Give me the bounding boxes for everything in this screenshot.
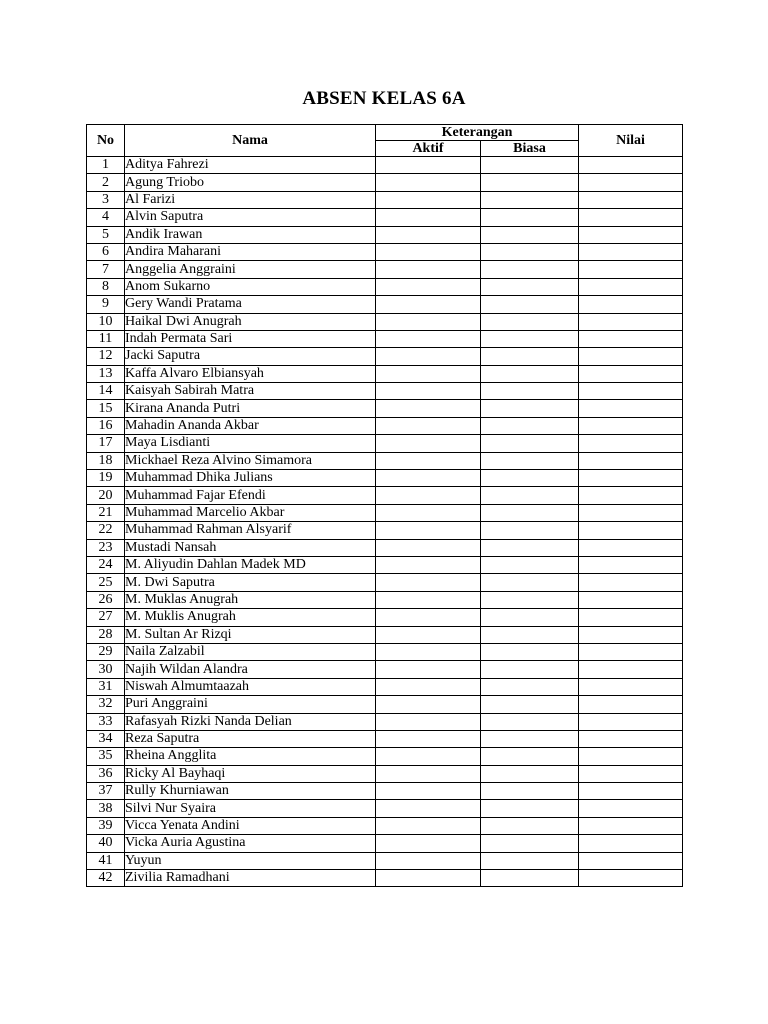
aktif-cell [376, 696, 481, 713]
student-name: Rafasyah Rizki Nanda Delian [125, 713, 376, 730]
biasa-cell [481, 678, 579, 695]
row-number: 42 [87, 870, 125, 887]
table-row [87, 678, 683, 695]
attendance-table [86, 124, 683, 887]
nilai-cell [579, 626, 683, 643]
row-number: 37 [87, 783, 125, 800]
row-number: 16 [87, 417, 125, 434]
nilai-cell [579, 696, 683, 713]
nilai-cell [579, 278, 683, 295]
header-no: No [87, 125, 125, 157]
biasa-cell [481, 765, 579, 782]
biasa-cell [481, 661, 579, 678]
row-number: 21 [87, 504, 125, 521]
student-name: Gery Wandi Pratama [125, 296, 376, 313]
table-row [87, 191, 683, 208]
biasa-cell [481, 209, 579, 226]
biasa-cell [481, 435, 579, 452]
nilai-cell [579, 748, 683, 765]
table-row [87, 574, 683, 591]
student-name: Kaffa Alvaro Elbiansyah [125, 365, 376, 382]
nilai-cell [579, 730, 683, 747]
biasa-cell [481, 870, 579, 887]
aktif-cell [376, 504, 481, 521]
aktif-cell [376, 609, 481, 626]
biasa-cell [481, 643, 579, 660]
biasa-cell [481, 713, 579, 730]
biasa-cell [481, 556, 579, 573]
row-number: 40 [87, 835, 125, 852]
biasa-cell [481, 504, 579, 521]
aktif-cell [376, 783, 481, 800]
biasa-cell [481, 487, 579, 504]
row-number: 9 [87, 296, 125, 313]
row-number: 1 [87, 157, 125, 174]
student-name: Muhammad Fajar Efendi [125, 487, 376, 504]
header-keterangan: Keterangan [376, 125, 579, 141]
nilai-cell [579, 539, 683, 556]
student-name: Yuyun [125, 852, 376, 869]
table-row [87, 504, 683, 521]
student-name: M. Muklis Anugrah [125, 609, 376, 626]
student-name: Vicca Yenata Andini [125, 817, 376, 834]
biasa-cell [481, 730, 579, 747]
table-row [87, 278, 683, 295]
aktif-cell [376, 748, 481, 765]
row-number: 3 [87, 191, 125, 208]
aktif-cell [376, 278, 481, 295]
aktif-cell [376, 313, 481, 330]
row-number: 13 [87, 365, 125, 382]
student-name: Naila Zalzabil [125, 643, 376, 660]
table-row [87, 591, 683, 608]
row-number: 19 [87, 470, 125, 487]
row-number: 34 [87, 730, 125, 747]
aktif-cell [376, 209, 481, 226]
student-name: Puri Anggraini [125, 696, 376, 713]
page-title: ABSEN KELAS 6A [302, 88, 466, 109]
aktif-cell [376, 470, 481, 487]
table-row [87, 783, 683, 800]
biasa-cell [481, 417, 579, 434]
row-number: 32 [87, 696, 125, 713]
nilai-cell [579, 661, 683, 678]
table-row [87, 243, 683, 260]
table-row [87, 852, 683, 869]
student-name: M. Dwi Saputra [125, 574, 376, 591]
aktif-cell [376, 643, 481, 660]
row-number: 38 [87, 800, 125, 817]
biasa-cell [481, 365, 579, 382]
row-number: 12 [87, 348, 125, 365]
nilai-cell [579, 783, 683, 800]
nilai-cell [579, 470, 683, 487]
student-name: Zivilia Ramadhani [125, 870, 376, 887]
student-name: Agung Triobo [125, 174, 376, 191]
biasa-cell [481, 835, 579, 852]
biasa-cell [481, 609, 579, 626]
student-name: Mahadin Ananda Akbar [125, 417, 376, 434]
table-row [87, 765, 683, 782]
student-name: Kirana Ananda Putri [125, 400, 376, 417]
student-name: M. Muklas Anugrah [125, 591, 376, 608]
nilai-cell [579, 313, 683, 330]
nilai-cell [579, 435, 683, 452]
student-name: Mustadi Nansah [125, 539, 376, 556]
aktif-cell [376, 383, 481, 400]
biasa-cell [481, 783, 579, 800]
row-number: 29 [87, 643, 125, 660]
table-row [87, 400, 683, 417]
row-number: 11 [87, 330, 125, 347]
aktif-cell [376, 817, 481, 834]
table-row [87, 522, 683, 539]
row-number: 4 [87, 209, 125, 226]
table-row [87, 800, 683, 817]
row-number: 41 [87, 852, 125, 869]
aktif-cell [376, 174, 481, 191]
biasa-cell [481, 470, 579, 487]
row-number: 20 [87, 487, 125, 504]
table-row [87, 226, 683, 243]
table-row [87, 261, 683, 278]
nilai-cell [579, 330, 683, 347]
row-number: 5 [87, 226, 125, 243]
row-number: 28 [87, 626, 125, 643]
nilai-cell [579, 226, 683, 243]
nilai-cell [579, 852, 683, 869]
biasa-cell [481, 817, 579, 834]
student-name: Kaisyah Sabirah Matra [125, 383, 376, 400]
biasa-cell [481, 539, 579, 556]
aktif-cell [376, 539, 481, 556]
row-number: 17 [87, 435, 125, 452]
biasa-cell [481, 591, 579, 608]
table-row [87, 696, 683, 713]
aktif-cell [376, 713, 481, 730]
student-name: Anggelia Anggraini [125, 261, 376, 278]
nilai-cell [579, 643, 683, 660]
row-number: 23 [87, 539, 125, 556]
table-body [87, 157, 683, 887]
nilai-cell [579, 209, 683, 226]
biasa-cell [481, 400, 579, 417]
table-row [87, 365, 683, 382]
nilai-cell [579, 678, 683, 695]
nilai-cell [579, 870, 683, 887]
nilai-cell [579, 243, 683, 260]
student-name: Ricky Al Bayhaqi [125, 765, 376, 782]
table-row [87, 417, 683, 434]
nilai-cell [579, 574, 683, 591]
aktif-cell [376, 522, 481, 539]
table-row [87, 556, 683, 573]
nilai-cell [579, 174, 683, 191]
table-row [87, 643, 683, 660]
biasa-cell [481, 748, 579, 765]
table-row [87, 626, 683, 643]
student-name: M. Aliyudin Dahlan Madek MD [125, 556, 376, 573]
nilai-cell [579, 800, 683, 817]
aktif-cell [376, 661, 481, 678]
row-number: 39 [87, 817, 125, 834]
nilai-cell [579, 713, 683, 730]
header-nama: Nama [125, 125, 376, 157]
table-row [87, 209, 683, 226]
biasa-cell [481, 174, 579, 191]
aktif-cell [376, 556, 481, 573]
aktif-cell [376, 417, 481, 434]
student-name: Najih Wildan Alandra [125, 661, 376, 678]
table-row [87, 817, 683, 834]
table-row [87, 452, 683, 469]
table-row [87, 383, 683, 400]
nilai-cell [579, 348, 683, 365]
table-row [87, 330, 683, 347]
table-row [87, 609, 683, 626]
nilai-cell [579, 261, 683, 278]
aktif-cell [376, 487, 481, 504]
student-name: Anom Sukarno [125, 278, 376, 295]
nilai-cell [579, 504, 683, 521]
aktif-cell [376, 730, 481, 747]
student-name: Reza Saputra [125, 730, 376, 747]
row-number: 14 [87, 383, 125, 400]
biasa-cell [481, 226, 579, 243]
nilai-cell [579, 765, 683, 782]
header-nilai: Nilai [579, 125, 683, 157]
table-header [87, 125, 683, 157]
student-name: Andik Irawan [125, 226, 376, 243]
aktif-cell [376, 574, 481, 591]
nilai-cell [579, 835, 683, 852]
table-row [87, 713, 683, 730]
row-number: 8 [87, 278, 125, 295]
row-number: 6 [87, 243, 125, 260]
aktif-cell [376, 626, 481, 643]
row-number: 30 [87, 661, 125, 678]
nilai-cell [579, 383, 683, 400]
table-row [87, 835, 683, 852]
nilai-cell [579, 609, 683, 626]
aktif-cell [376, 330, 481, 347]
student-name: Silvi Nur Syaira [125, 800, 376, 817]
student-name: Jacki Saputra [125, 348, 376, 365]
row-number: 2 [87, 174, 125, 191]
biasa-cell [481, 243, 579, 260]
aktif-cell [376, 800, 481, 817]
biasa-cell [481, 261, 579, 278]
aktif-cell [376, 765, 481, 782]
table-row [87, 730, 683, 747]
biasa-cell [481, 191, 579, 208]
aktif-cell [376, 243, 481, 260]
nilai-cell [579, 452, 683, 469]
biasa-cell [481, 452, 579, 469]
nilai-cell [579, 522, 683, 539]
student-name: Muhammad Rahman Alsyarif [125, 522, 376, 539]
nilai-cell [579, 400, 683, 417]
row-number: 7 [87, 261, 125, 278]
row-number: 33 [87, 713, 125, 730]
aktif-cell [376, 226, 481, 243]
row-number: 10 [87, 313, 125, 330]
nilai-cell [579, 417, 683, 434]
table-row [87, 470, 683, 487]
student-name: Mickhael Reza Alvino Simamora [125, 452, 376, 469]
aktif-cell [376, 365, 481, 382]
biasa-cell [481, 626, 579, 643]
student-name: Maya Lisdianti [125, 435, 376, 452]
table-row [87, 296, 683, 313]
student-name: Muhammad Marcelio Akbar [125, 504, 376, 521]
aktif-cell [376, 835, 481, 852]
row-number: 35 [87, 748, 125, 765]
student-name: Alvin Saputra [125, 209, 376, 226]
row-number: 18 [87, 452, 125, 469]
table-row [87, 313, 683, 330]
student-name: Indah Permata Sari [125, 330, 376, 347]
aktif-cell [376, 400, 481, 417]
table-row [87, 748, 683, 765]
student-name: Al Farizi [125, 191, 376, 208]
student-name: Rully Khurniawan [125, 783, 376, 800]
student-name: Andira Maharani [125, 243, 376, 260]
student-name: Vicka Auria Agustina [125, 835, 376, 852]
row-number: 24 [87, 556, 125, 573]
aktif-cell [376, 296, 481, 313]
table-row [87, 348, 683, 365]
biasa-cell [481, 278, 579, 295]
row-number: 26 [87, 591, 125, 608]
aktif-cell [376, 678, 481, 695]
table-row [87, 487, 683, 504]
biasa-cell [481, 330, 579, 347]
table-row [87, 539, 683, 556]
student-name: Haikal Dwi Anugrah [125, 313, 376, 330]
row-number: 15 [87, 400, 125, 417]
biasa-cell [481, 696, 579, 713]
row-number: 31 [87, 678, 125, 695]
aktif-cell [376, 591, 481, 608]
biasa-cell [481, 852, 579, 869]
aktif-cell [376, 452, 481, 469]
nilai-cell [579, 591, 683, 608]
table-row [87, 661, 683, 678]
biasa-cell [481, 800, 579, 817]
nilai-cell [579, 157, 683, 174]
row-number: 36 [87, 765, 125, 782]
biasa-cell [481, 383, 579, 400]
table-row [87, 435, 683, 452]
biasa-cell [481, 348, 579, 365]
header-aktif: Aktif [376, 141, 481, 157]
table-row [87, 174, 683, 191]
student-name: Rheina Angglita [125, 748, 376, 765]
aktif-cell [376, 261, 481, 278]
student-name: Niswah Almumtaazah [125, 678, 376, 695]
biasa-cell [481, 296, 579, 313]
row-number: 22 [87, 522, 125, 539]
aktif-cell [376, 348, 481, 365]
nilai-cell [579, 487, 683, 504]
nilai-cell [579, 296, 683, 313]
nilai-cell [579, 365, 683, 382]
row-number: 27 [87, 609, 125, 626]
table-row [87, 157, 683, 174]
nilai-cell [579, 191, 683, 208]
student-name: M. Sultan Ar Rizqi [125, 626, 376, 643]
nilai-cell [579, 556, 683, 573]
student-name: Aditya Fahrezi [125, 157, 376, 174]
biasa-cell [481, 313, 579, 330]
student-name: Muhammad Dhika Julians [125, 470, 376, 487]
nilai-cell [579, 817, 683, 834]
biasa-cell [481, 157, 579, 174]
aktif-cell [376, 157, 481, 174]
row-number: 25 [87, 574, 125, 591]
aktif-cell [376, 852, 481, 869]
aktif-cell [376, 435, 481, 452]
header-biasa: Biasa [481, 141, 579, 157]
table-row [87, 870, 683, 887]
aktif-cell [376, 870, 481, 887]
biasa-cell [481, 574, 579, 591]
aktif-cell [376, 191, 481, 208]
biasa-cell [481, 522, 579, 539]
